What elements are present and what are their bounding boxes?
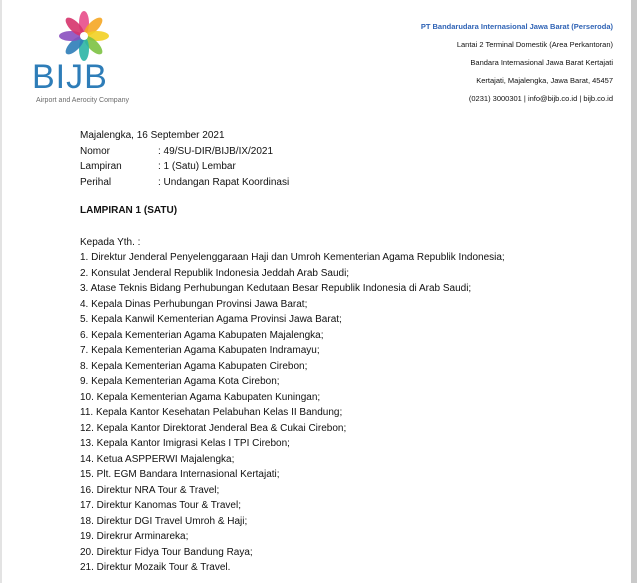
recipient-item: 6. Kepala Kementerian Agama Kabupaten Majalengka; [80, 329, 324, 341]
recipient-item: 4. Kepala Dinas Perhubungan Provinsi Jawa Barat; [80, 298, 308, 310]
meta-label: Lampiran [80, 161, 122, 172]
recipient-item: 18. Direktur DGI Travel Umroh & Haji; [80, 515, 248, 527]
recipient-item: 13. Kepala Kantor Imigrasi Kelas I TPI Cirebon; [80, 438, 290, 449]
company-letterhead [421, 18, 613, 108]
recipient-item: 7. Kepala Kementerian Agama Kabupaten Indramayu; [80, 345, 320, 356]
recipient-item: 12. Kepala Kantor Direktorat Jenderal Bea & Cukai Cirebon; [80, 422, 347, 434]
recipient-item: 10. Kepala Kementerian Agama Kabupaten Kuningan; [80, 391, 321, 403]
company-contact-line: (0231) 3000301 | info@bijb.co.id | bijb.co.id [468, 94, 613, 103]
logo-center [80, 32, 88, 40]
meta-nomor [80, 144, 505, 160]
company-address-line: Kertajati, Majalengka, Jawa Barat, 45457 [476, 76, 613, 85]
company-logo [28, 8, 148, 108]
recipient-item: 2. Konsulat Jenderal Republik Indonesia Jeddah Arab Saudi; [80, 267, 350, 279]
meta-label: Nomor [80, 145, 111, 157]
recipient-item: 3. Atase Teknis Bidang Perhubungan Kedutaan Besar Republik Indonesia di Arab Saudi; [80, 283, 472, 294]
meta-value: : 1 (Satu) Lembar [158, 161, 236, 172]
logo-tagline: Airport and Aerocity Company [36, 97, 129, 104]
recipient-item: 14. Ketua ASPPERWI Majalengka; [80, 453, 235, 465]
recipient-item: 1. Direktur Jenderal Penyelenggaraan Haji dan Umroh Kementerian Agama Republik Indonesia; [80, 252, 505, 263]
meta-perihal [80, 175, 505, 191]
letter-body [80, 128, 505, 576]
recipient-salutation: Kepada Yth. : [80, 236, 141, 248]
meta-lampiran [80, 159, 505, 175]
recipient-item: 11. Kepala Kantor Kesehatan Pelabuhan Kelas II Bandung; [80, 407, 343, 418]
recipient-item: 17. Direktur Kanomas Tour & Travel; [80, 500, 241, 511]
recipient-item: 19. Direkrur Arminareka; [80, 531, 189, 542]
logo-flower-icon [28, 8, 148, 64]
logo-wordmark: BIJB [32, 58, 108, 96]
recipient-list [80, 250, 505, 576]
company-address-line: Bandara Internasional Jawa Barat Kertajati [470, 58, 613, 67]
recipient-item: 8. Kepala Kementerian Agama Kabupaten Cirebon; [80, 360, 308, 372]
recipient-item: 21. Direktur Mozaik Tour & Travel. [80, 562, 231, 573]
recipient-item: 20. Direktur Fidya Tour Bandung Raya; [80, 546, 253, 558]
page-edge-left [0, 0, 2, 583]
company-address-line: Lantai 2 Terminal Domestik (Area Perkantoran) [456, 40, 613, 49]
meta-value: : Undangan Rapat Koordinasi [158, 176, 290, 188]
recipient-item: 5. Kepala Kanwil Kementerian Agama Provinsi Jawa Barat; [80, 314, 342, 325]
recipient-item: 15. Plt. EGM Bandara Internasional Kertajati; [80, 469, 280, 480]
meta-label: Perihal [80, 176, 112, 188]
page-edge-right [631, 0, 637, 583]
company-name: PT Bandarudara Internasional Jawa Barat (Perseroda) [420, 22, 613, 31]
recipient-item: 9. Kepala Kementerian Agama Kota Cirebon; [80, 376, 280, 387]
meta-value: : 49/SU-DIR/BIJB/IX/2021 [158, 145, 274, 157]
attachment-heading: LAMPIRAN 1 (SATU) [80, 205, 178, 216]
letter-date: Majalengka, 16 September 2021 [80, 130, 225, 141]
recipient-item: 16. Direktur NRA Tour & Travel; [80, 484, 220, 496]
